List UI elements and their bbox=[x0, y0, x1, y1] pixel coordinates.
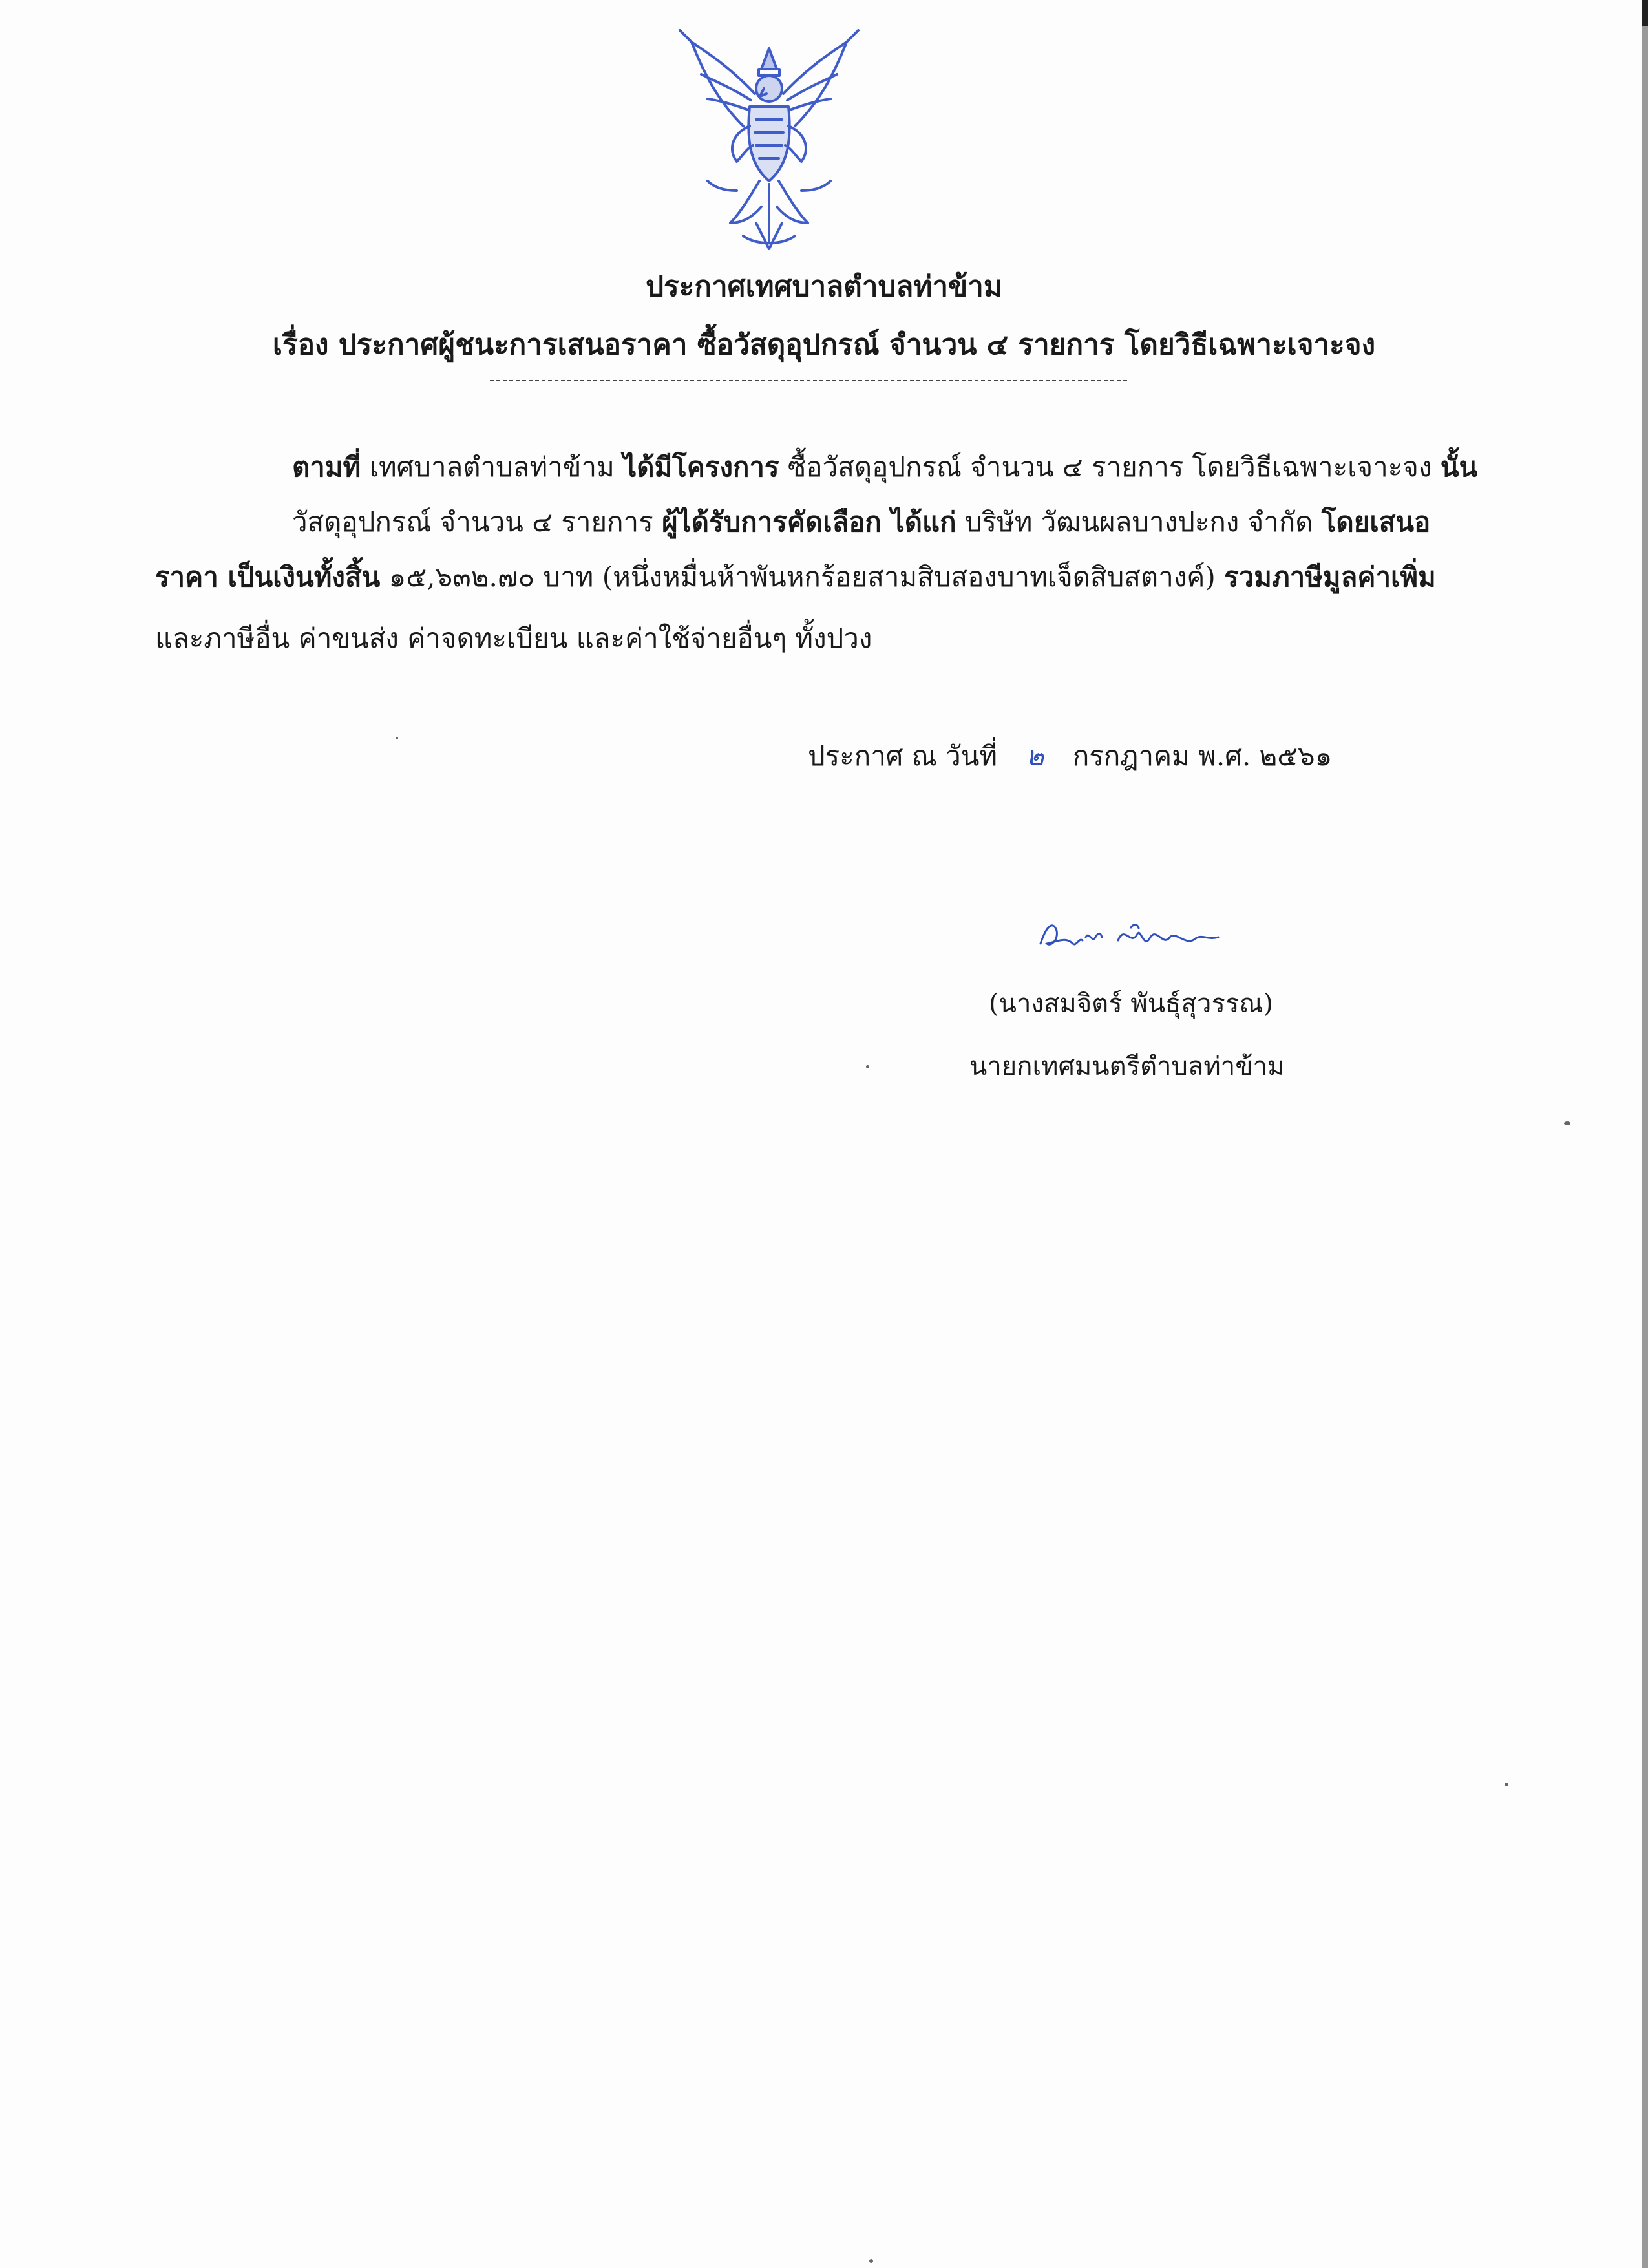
signatory-name: (นางสมจิตร์ พันธุ์สุวรรณ) bbox=[989, 989, 1274, 1019]
body-text: ได้มีโครงการ bbox=[623, 451, 779, 483]
body-text: ๑๕,๖๓๒.๗๐ บาท (หนึ่งหมื่นห้าพันหกร้อยสามสิบสองบาทเจ็ดสิบสตางค์) bbox=[388, 561, 1216, 593]
scan-edge-corner bbox=[1642, 0, 1648, 26]
date-day: ๒ bbox=[1026, 740, 1044, 772]
scan-speck bbox=[1505, 1783, 1508, 1786]
body-text: ผู้ได้รับการคัดเลือก ได้แก่ bbox=[662, 506, 956, 538]
body-text: รวมภาษีมูลค่าเพิ่ม bbox=[1224, 561, 1436, 593]
body-text: ซื้อวัสดุอุปกรณ์ จำนวน ๔ รายการ โดยวิธีเฉพาะเจาะจง bbox=[787, 451, 1432, 483]
subject-line bbox=[0, 322, 1648, 367]
dashed-divider bbox=[490, 380, 1127, 381]
subject-label: เรื่อง ประกาศผู้ชนะการเสนอราคา bbox=[272, 328, 688, 361]
body-text: เทศบาลตำบลท่าข้าม bbox=[369, 451, 615, 483]
body-text: ตามที่ bbox=[292, 451, 361, 483]
body-line-3 bbox=[155, 556, 1436, 599]
subject-detail: ซื้อวัสดุอุปกรณ์ จำนวน ๔ รายการ โดยวิธีเฉพาะเจาะจง bbox=[697, 328, 1376, 361]
date-month-year: กรกฎาคม พ.ศ. ๒๕๖๑ bbox=[1072, 740, 1333, 772]
body-text: โดยเสนอ bbox=[1321, 506, 1431, 538]
body-line-4: และภาษีอื่น ค่าขนส่ง ค่าจดทะเบียน และค่าใช้จ่ายอื่นๆ ทั้งปวง bbox=[155, 622, 872, 654]
handwritten-signature bbox=[1034, 911, 1228, 963]
announcement-date bbox=[808, 735, 1332, 778]
scan-speck bbox=[866, 1065, 869, 1068]
scan-speck bbox=[869, 2259, 873, 2263]
body-line-1 bbox=[292, 446, 1477, 489]
body-text: นั้น bbox=[1440, 451, 1478, 483]
signatory-position: นายกเทศมนตรีตำบลท่าข้าม bbox=[969, 1052, 1285, 1081]
garuda-emblem-icon bbox=[679, 29, 860, 259]
scan-speck bbox=[1564, 1121, 1570, 1125]
body-text: ราคา เป็นเงินทั้งสิ้น bbox=[155, 561, 381, 593]
scan-speck bbox=[396, 737, 398, 739]
office-title: ประกาศเทศบาลตำบลท่าข้าม bbox=[646, 270, 1002, 303]
body-text: บริษัท วัฒนผลบางปะกง จำกัด bbox=[964, 506, 1313, 538]
date-prefix: ประกาศ ณ วันที่ bbox=[808, 740, 998, 772]
body-line-2 bbox=[292, 501, 1430, 544]
body-text: วัสดุอุปกรณ์ จำนวน ๔ รายการ bbox=[292, 506, 653, 538]
